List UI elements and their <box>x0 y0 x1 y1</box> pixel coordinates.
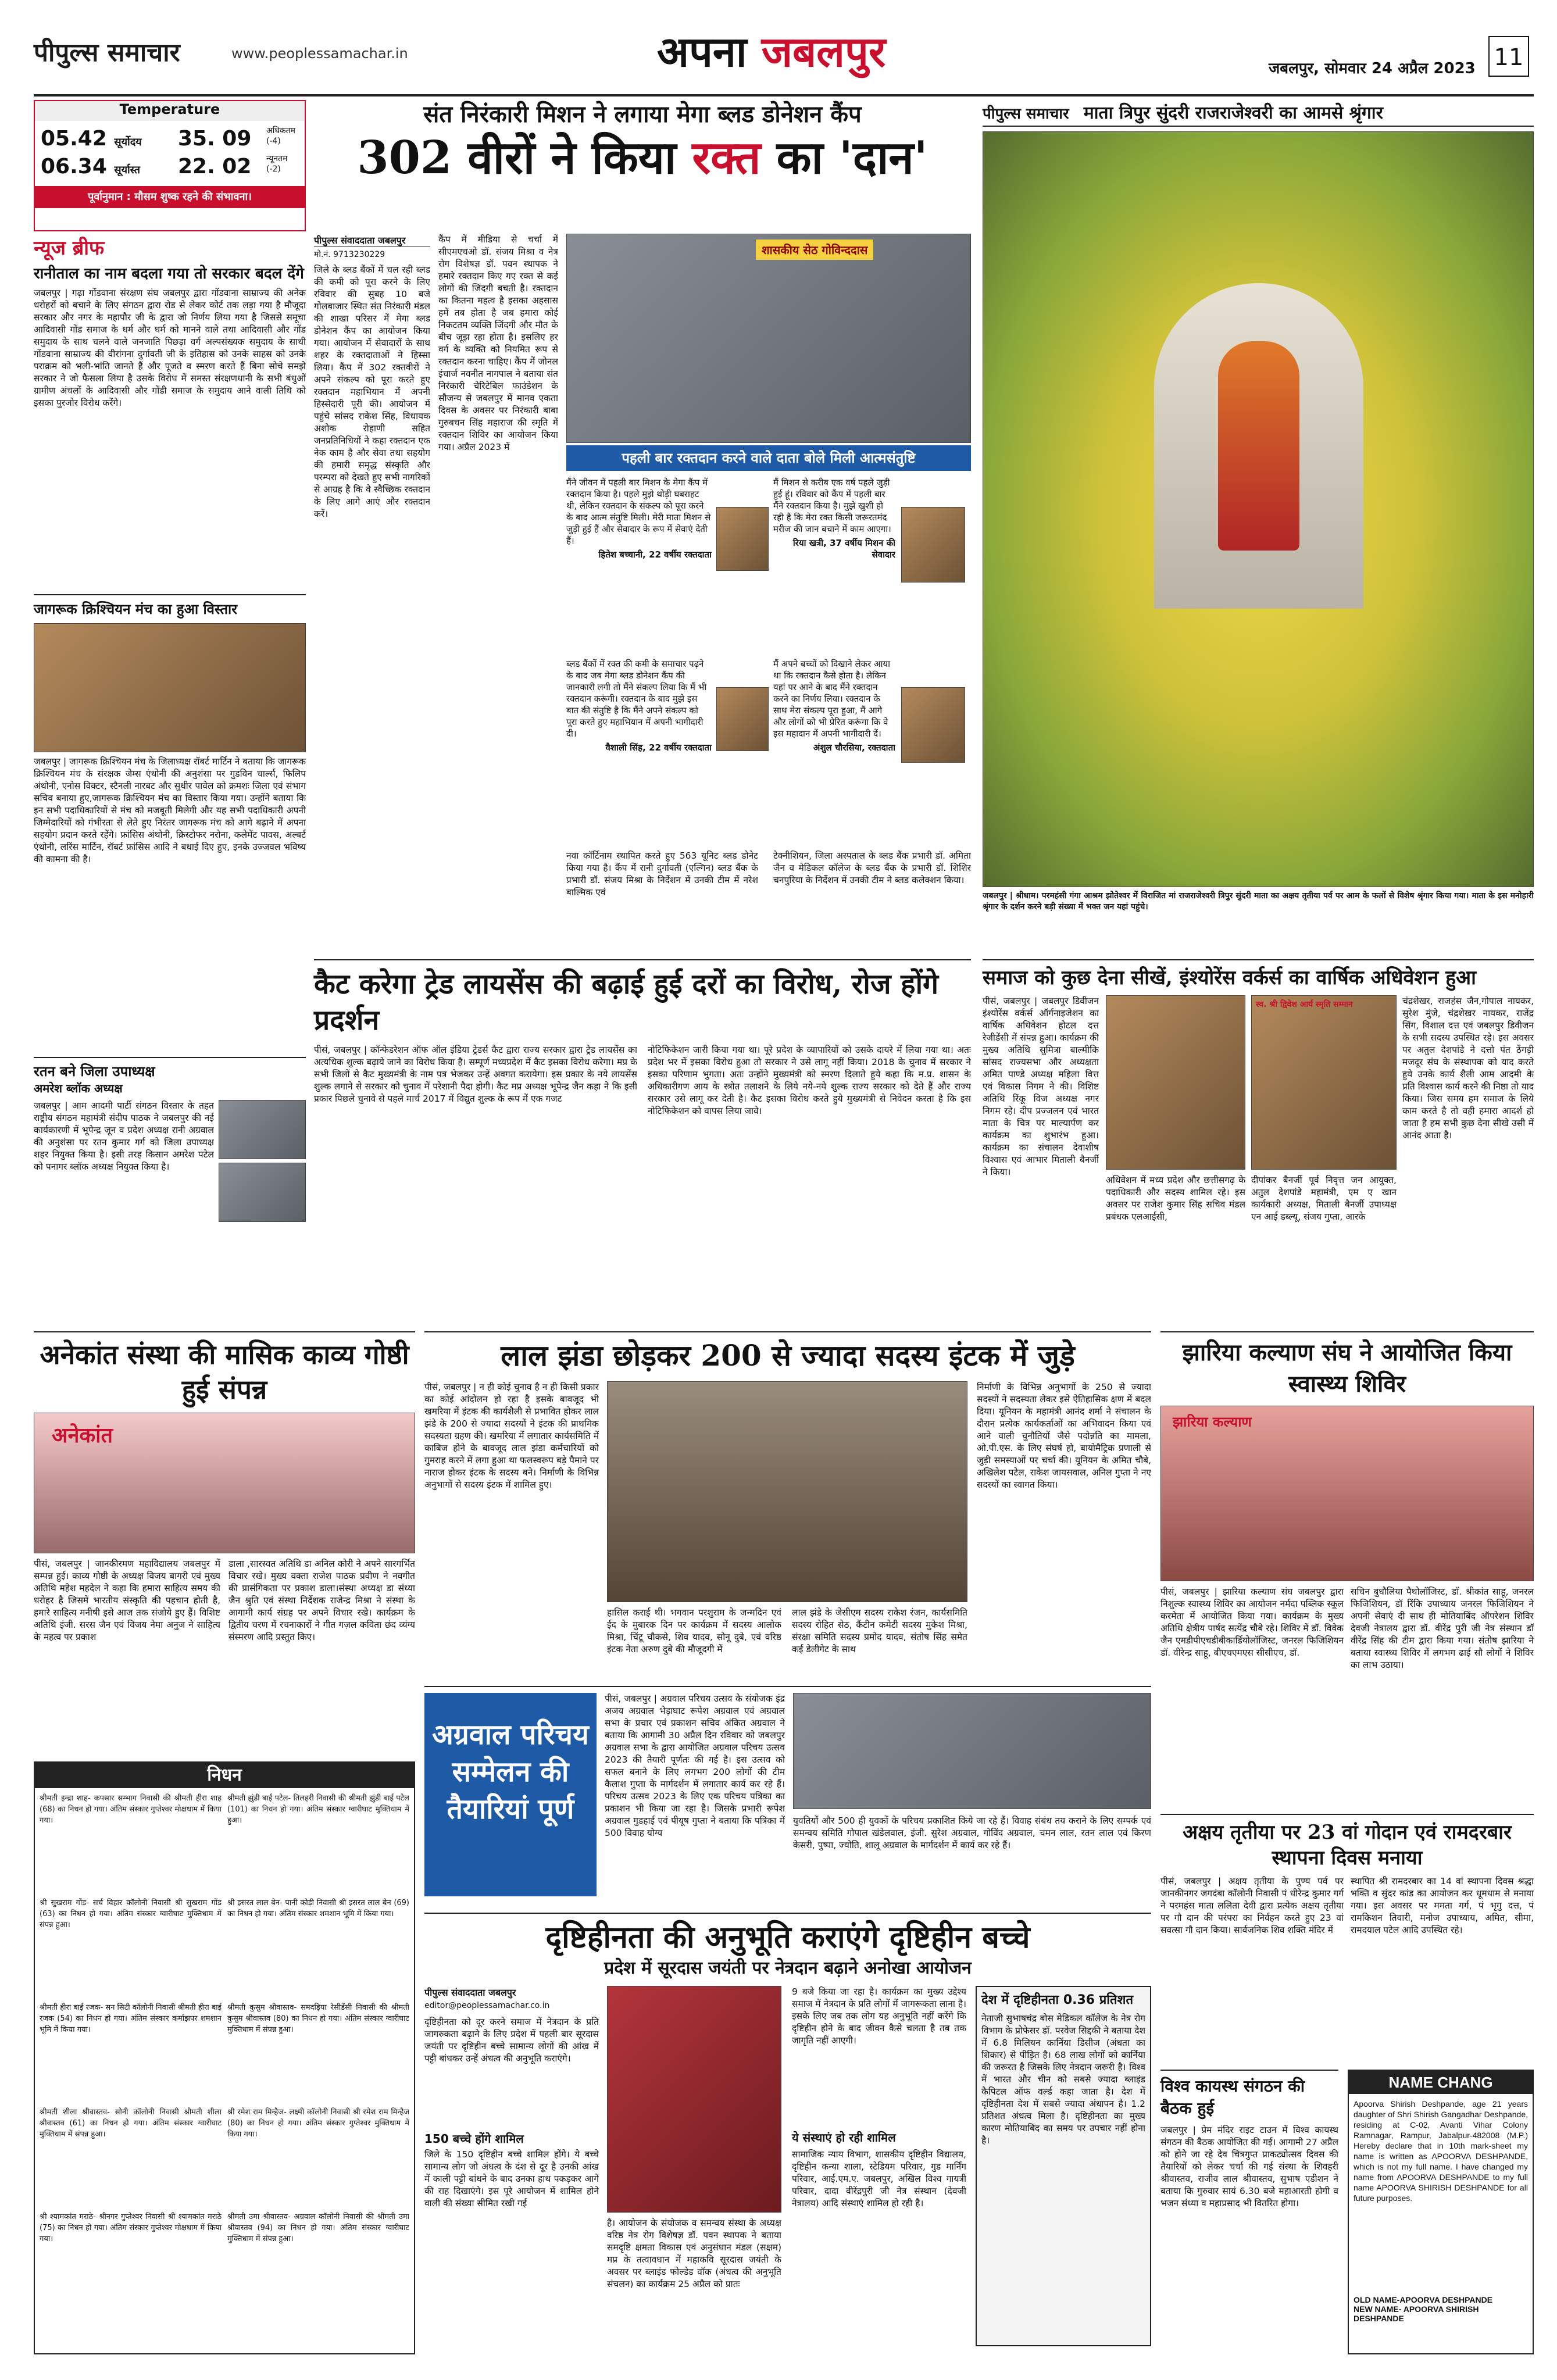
agrawal-photo <box>793 1693 1151 1809</box>
temple-brand: पीपुल्स समाचार <box>983 105 1069 123</box>
masthead-rule <box>34 94 1534 97</box>
akshaya-story <box>1160 1814 1534 2064</box>
jharia-body-2: सचिन बुधौलिया पैथोलॉजिस्ट, डॉ. श्रीकांत साहू, जनरल फिजिशियन, डॉ रिंकि उपाध्याय जनरल फिजिशियन ने अपनी सेवाएं दी साथ ही मोतियाबिंद ऑपरेशन शिविर देवजी नेत्रालय द्वारा डॉ. वीरेंद्र पुरी जी नेत्र संस्थान डॉ वीरेंद्र सिंह की टीम द्वारा किया गया। संतोष झारिया ने बताया स्वास्थ्य शिविर में लगभग ढाई सौ लोगों ने शिविर का लाभ उठाया। <box>1351 1586 1534 1670</box>
quote-3: ब्लड बैंकों में रक्त की कमी के समाचार पढ़ने के बाद जब मेगा ब्लड डोनेशन कैंप की जानकारी लगी तो मैंने संकल्प लिया कि मैं भी रक्तदान करूंगी। रक्तदान के बाद मुझे इस बात की संतुष्टि है कि मैंने अपने संकल्प को पूरा करते हुए महाभियान में अपनी भागीदारी दी। वैशाली सिंह, 22 वर्षीय रक्तदाता <box>566 659 712 753</box>
obituary-item: श्री इसरत लाल बेन- पानी कोड़ी निवासी श्री इसरत लाल बेन (69) का निधन हो गया। अंतिम संस्कार शमशान भूमि में किया गया। <box>227 1899 409 1918</box>
blind-stat-body: नेताजी सुभाषचंद्र बोस मेडिकल कॉलेज के नेत्र रोग विभाग के प्रोफेसर डॉ. परवेज सिद्दकी ने बताया देश में 6.8 मिलियन कार्निया डिसीज (अंधता का शिकार) से पीड़ित है। 68 लाख लोगों को कार्निया की जरूरत है जिसके लिए नेत्रदान जरूरी है। विश्व में भारत और चीन को सबसे ज्यादा ब्लाइंड कैपिटल ऑफ वर्ल्ड कहा जाता है। देश में दृष्टिहीनता देश में सबसे ज्यादा अंधापन है। 1.2 प्रतिशत अंधत्व मिला है। दृष्टिहीनता का मुख्य कारण मोतियाबिंद का समय पर उपचार नहीं होना है। <box>981 2013 1145 2146</box>
lead-mobile: मो.नं. 9713230229 <box>314 250 385 259</box>
min-temp <box>178 155 251 178</box>
section-title-b: जबलपुर <box>761 27 886 76</box>
blind-stat-title: देश में दृष्टिहीनता 0.36 प्रतिशत <box>981 1993 1134 2007</box>
quote-2-by: रिया खत्री, 37 वर्षीय मिशन की सेवादार <box>792 538 895 560</box>
sunrise <box>41 127 142 151</box>
quote-2: मैं मिशन से करीब एक वर्ष पहले जुड़ी हुई हूं। रविवार को कैंप में पहली बार मैंने रक्तदान किया है। मुझे खुशी हो रही है कि मेरा रक्त किसी जरूरतमंद मरीज की जान बचाने में काम आएगा। रिया खत्री, 37 वर्षीय मिशन की सेवादार <box>773 477 895 560</box>
jharia-body-1: पीसं, जबलपुर | झारिया कल्याण संघ जबलपुर द्वारा निशुल्क स्वास्थ्य शिविर का आयोजन नर्मदा पब्लिक स्कूल करमेता में आयोजित किया गया। कार्यक्रम के मुख्य अतिथि क्षेत्रीय पार्षद सत्येंद्र चौबे रहे। शिविर में डॉ. विवेक जैन एमडीपीएचडीबीकार्डियोलॉजिस्ट, जनरल फिजिशियन डॉ. वीरेन्द्र साहू, बीएचएमएस सीसीएच, डॉ. <box>1160 1586 1344 1658</box>
max-temp-label: अधिकतम (-4) <box>266 126 296 146</box>
min-temp-label: न्यूनतम (-2) <box>266 154 288 174</box>
sunset-time: 06.34 <box>41 155 107 178</box>
temple-headline: माता त्रिपुर सुंदरी राजराजेश्वरी का आमसे श्रृंगार <box>1083 103 1383 123</box>
jharia-banner: झारिया कल्याण <box>1173 1413 1252 1430</box>
akshaya-body-2: स्थापित श्री रामदरबार का 14 वां स्थापना दिवस श्रद्धा भक्ति व सुंदर कांड का आयोजन कर धूमधाम से मनाया गया। इस अवसर पर ममता गर्ग, पं भृगु दत्त, पं रामकिशन तिवारी, मनोज उपाध्याय, अमित, सीमा, रामदयाल पटेल आदि उपस्थित रहे। <box>1351 1876 1534 1935</box>
sunset <box>41 155 140 178</box>
weather-box <box>34 100 306 231</box>
blind-headline: दृष्टिहीनता की अनुभूति कराएंगे दृष्टिहीन बच्चे <box>545 1920 1030 1955</box>
akshaya-headline: अक्षय तृतीया पर 23 वां गोदान एवं रामदरबार स्थापना दिवस मनाया <box>1183 1821 1512 1870</box>
blind-photo <box>607 1986 781 2213</box>
blind-body-1: दृष्टिहीनता को दूर करने समाज में नेत्रदान के प्रति जागरुकता बढ़ाने के लिए प्रदेश में पहली बार सूरदास जयंती पर दृष्टिहीन बच्चे सामान्य लोगों की आंख में पट्टी बांधकर उन्हें अंधत्व की अनुभूति कराएंगे। <box>424 2017 599 2064</box>
anekant-photo <box>34 1413 415 1553</box>
intak-body-3: निर्माणी के विभिन्न अनुभागों के 250 से ज्यादा सदस्यों ने सदस्यता लेकर इसे ऐतिहासिक क्षण में बदल दिया। यूनियन के महामंत्री आनंद शर्मा ने संचालन के दौरान प्रत्येक कार्यकर्ताओं का अभिवादन किया एवं आने वाली चुनौतियों जैसे पदोन्नति का मामला, ओ.पी.एस. के लिए संघर्ष हो, बायोमैट्रिक प्रणाली से जुड़ी समस्याओं पर चर्चा की। यूनियन के अमित चौबे, अखिलेश पटेल, राकेश जायसवाल, अनिल गुप्ता ने नए सदस्यों का स्वागत किया। <box>977 1382 1151 1490</box>
trade-story <box>314 959 971 1337</box>
name-change-body: Apoorva Shirish Deshpande, age 21 years daughter of Shri Shirish Gangadhar Deshpande, residing at C-02, Avanti Vihar Colony Ramnagar, Rampur, Jabalpur-482008 (M.P.) Hereby declare that in 10th mark-sheet my name is written as APOORVA DESHPANDE, which is not my full name. I have changed my name from APOORVA DESHPANDE to my full name APOORVA SHIRISH DESHPANDE for all future purposes. <box>1354 2099 1528 2203</box>
blind-stat-box <box>976 1986 1151 2346</box>
obituary-item: श्रीमती हीरा बाई रजक- सन सिटी कॉलोनी निवासी श्रीमती हीरा बाई रजक (54) का निधन हो गया। अंतिम संस्कार कर्माझपर शमशान भूमि में किया गया। <box>40 2003 222 2034</box>
jharia-headline: झारिया कल्याण संघ ने आयोजित किया स्वास्थ्य शिविर <box>1182 1339 1512 1398</box>
blind-body-5: सामाजिक न्याय विभाग, शासकीय दृष्टिहीन विद्यालय, दृष्टिहीन कन्या शाला, स्टेडियम परिवार, गुड मार्निंग परिवार, आई.एम.ए. जबलपुर, अखिल विश्व गायत्री परिवार, दादा वीरेंद्रपुरी जी नेत्र संस्थान (देवजी नेत्रालय) आदि संस्थाएं शामिल हो रही है। <box>792 2149 966 2209</box>
lead-photo-banner: शासकीय सेठ गोविन्ददास <box>756 240 873 260</box>
insurance-body: पीसं, जबलपुर | जबलपुर डिवीजन इंश्योरेंस वर्कर्स ऑर्गनाइजेशन का वार्षिक अधिवेशन होटल दत्त रेजीडेंसी में संपन्न हुआ। कार्यक्रम की मुख्य अतिथि सुमित्रा बाल्मीकि सांसद राज्यसभा और अध्यक्षता अमित पाण्डे अध्यक्ष महिला वित्त एवं विकास निगम ने की। विशिष्ट अतिथि रिंकू विज अध्यक्ष नगर निगम रहे। दीप प्रज्जलन एवं भारत माता के चित्र पर माल्यार्पण कर कार्यक्रम का शुभारंभ हुआ। कार्यक्रम का संचालन देवाशीष विश्वास एवं आभार मिताली बैनर्जी ने किया। <box>983 996 1099 1177</box>
site-url[interactable]: www.peoplessamachar.in <box>231 45 408 62</box>
anekant-body-2: डाला ,सारस्वत अतिथि डा अनिल कोरी ने अपने सारगर्भित विचार रखे। मुख्य वक्ता राजेश पाठक प्रवीण ने नवगीत की प्रासंगिकता पर प्रकाश डाला।संस्था अध्यक्ष डा संध्या जैन श्रुति एवं संस्था निर्देशक राजेन्द्र मिश्रा ने संस्था के आगामी कार्य संग्रह पर अपने विचार रखे। कार्यक्रम के द्वितीय चरण में रचनाकारों ने गीत गज़ल कविता छंद व्यंग्य संस्मरण आदि प्रस्तुत किए। <box>228 1559 415 1642</box>
section-title-a: अपना <box>657 27 747 76</box>
blind-body-2: जिले के 150 दृष्टिहीन बच्चे शामिल होंगे। ये बच्चे सामान्य लोग जो अंधत्व के दंश से दूर है उनकी आंख में काली पट्टी बांधने के बाद उनका हाथ पकड़कर आगे की राह दिखाएंगे। इस पूरे आयोजन में शामिल होने वाली की संख्या सीमित रखी गई <box>424 2149 599 2209</box>
trade-body-1: पीसं, जबलपुर | कॉन्फेडरेशन ऑफ ऑल इंडिया ट्रेडर्स कैट द्वारा राज्य सरकार द्वारा ट्रेड लायसेंस का अत्यधिक शुल्क बढ़ाये जाने का विरोध किया है। सम्पूर्ण मध्यप्रदेश में कैट इसका विरोध करेगा। मप्र के सभी जिलों से कैट मुख्यमंत्री के नाम पत्र भेजकर उन्हें अवगत करायेगा। इस प्रकार के नये लायसेंस शुल्क लगाने से सरकार को चुनाव में परेशानी पैदा होगी। कैट मप्र अध्यक्ष भूपेन्द्र जैन कहा ने कि इसी प्रकार पिछले चुनावे से पहले मार्च 2017 में विद्युत शुल्क के रूप में एक गजट <box>314 1045 637 1104</box>
name-change-box <box>1348 2070 1534 2354</box>
sunrise-time: 05.42 <box>41 127 107 151</box>
blind-sub-2: ये संस्थाएं हो रही शामिल <box>792 2131 896 2145</box>
section-title <box>657 22 885 79</box>
jharia-story <box>1160 1331 1534 1808</box>
quote-2-photo <box>901 507 965 583</box>
insurance-photo-banner: स्व. श्री द्विवेश आर्य स्मृति सम्मान <box>1256 1000 1353 1009</box>
brief-3-subhead: अमरेश ब्लॉक अध्यक्ष <box>34 1081 123 1095</box>
brief-3-portraits <box>219 1100 306 1245</box>
name-change-new: NEW NAME- APOORVA SHIRISH DESHPANDE <box>1354 2304 1479 2323</box>
quote-1: मैंने जीवन में पहली बार मिशन के मेगा कैंप में रक्तदान किया है। पहले मुझे थोड़ी घबराहट थी, लेकिन रक्तदान के संकल्प को पूरा करने के बाद आत्म संतुष्टि मिली। मेरी माता मिशन से जुड़ी हुई हैं और सेवादार के रूप में सेवाएं देती हैं। हितेश बच्चानी, 22 वर्षीय रक्तदाता <box>566 477 712 560</box>
insurance-photo-2 <box>1251 995 1397 1170</box>
blind-story <box>424 1913 1151 2354</box>
quote-4-photo <box>901 687 965 763</box>
brief-1-headline: रानीताल का नाम बदला गया तो सरकार बदल देंगे <box>34 265 304 283</box>
insurance-photo-1 <box>1106 995 1245 1170</box>
jharia-photo <box>1160 1406 1534 1581</box>
lead-body-1: जिले के ब्लड बैंकों में चल रही ब्लड की कमी को पूरा करने के लिए रविवार की सुबह 10 बजे गोलबाजार स्थित संत निरंकारी मंडल की शाखा परिसर में मेगा ब्लड डोनेशन कैंप का आयोजन किया गया। आयोजन में सेवादारों के साथ शहर के रक्तदाताओं ने हिस्सा लिया। कैंप में 302 रक्तवीरों ने अपने संकल्प को पूरा करते हुए रक्तदान महाभियान में अपनी हिस्सेदारी पूरी की। आयोजन में पहुंचे सांसद राकेश सिंह, विधायक अशोक रोहाणी सहित जनप्रतिनिधियों ने कहा रक्तदान एक नेक काम है और सेवा तथा सहयोग की हमारी समृद्ध संस्कृति और परम्परा को देखते हुए सभी नागरिकों से आग्रह है कि वे स्वैच्छिक रक्तदान के लिए आगे आएं और रक्तदान करें। <box>314 265 430 519</box>
lead-story <box>314 100 971 955</box>
brief-3-body: जबलपुर | आम आदमी पार्टी संगठन विस्तार के तहत राष्ट्रीय संगठन महामंत्री संदीप पाठक ने जबलपुर की नई कार्यकारणी में भूपेन्द्र जून व प्रदेश अध्यक्ष रानी अग्रवाल की अनुशंसा पर रतन कुमार गर्ग को जिला उपाध्यक्ष शहर नियुक्त किया है। इसी तरह किसान अमरेश पटेल को पनागर ब्लॉक अध्यक्ष नियुक्त किया है। <box>34 1100 214 1172</box>
obituary-item: श्रीमती इन्द्रा शाह- कपसार सम्भाग निवासी की श्रीमती हीरा शाह (68) का निधन हो गया। अंतिम संस्कार गुप्तेश्वर मोक्षधाम में किया गया। <box>40 1794 222 1825</box>
insurance-headline: समाज को कुछ देना सीखें, इंश्योरेंस वर्कर्स का वार्षिक अधिवेशन हुआ <box>983 966 1476 989</box>
intak-body-2: लाल झंडे के जेसीएम सदस्य राकेश रंजन, कार्यसमिति सदस्य रोहित सेठ, कैंटीन कमेटी सदस्य मुकेश मिश्रा, संरक्षा समिति सदस्य प्रमोद यादव, संतोष सिंह समेत कई डेलीगेट के साथ <box>792 1607 967 1654</box>
portrait-2 <box>219 1163 306 1222</box>
lead-body-3: नवा कॉर्टिनाम स्थापित करते हुए 563 यूनिट ब्लड डोनेट किया गया है। कैंप में रानी दुर्गावती (एल्गिन) ब्लड बैंक के प्रभारी डॉ. संजय मिश्रा के निर्देशन में उनकी टीम में नरेश बाल्मिक एवं <box>566 850 758 898</box>
quote-1-by: हितेश बच्चानी, 22 वर्षीय रक्तदाता <box>598 549 712 560</box>
brief-1-body: जबलपुर | गढ़ा गोंडवाना संरक्षण संघ जबलपुर द्वारा गोंडवाना साम्राज्य की अनेक धरोहरों को बचाने के लिए संगठन द्वारा रोड से लेकर कोर्ट तक लड़ा गया है मौजूदा सरकार और नगर के महापौर जी के द्वारा जो निर्णय लिया गया है जिससे समूचा आदिवासी गोंड समाज के धर्म और धर्म को मानने वाले तथा आदिवासी और गोंड समुदाय के साथ चलने वाले जनजाति पिछड़ा वर्ग अल्पसंख्यक समुदाय के साथी गोंडवाना साम्राज्य की वीरांगना दुर्गावती जी के इतिहास को उनके साहस को उनके पराक्रम को भली-भांति जानते हैं और पूजते व स्मरण करते हैं बिना सोचे समझे सरकार ने जो फैसला लिया है उसके विरोध में समस्त संरक्षणधानी के सभी बंधुओं ग्रामीण अंचलों के आदिवासी और गोंडी समाज के समुदाय आने वाली तिथि को इसका पुरजोर विरोध करेंगे। <box>34 288 306 408</box>
brief-2-headline: जागरूक क्रिश्चियन मंच का हुआ विस्तार <box>34 594 306 619</box>
insurance-story <box>983 959 1534 1337</box>
blind-subhead: प्रदेश में सूरदास जयंती पर नेत्रदान बढ़ाने अनोखा आयोजन <box>604 1958 972 1978</box>
quote-1-photo <box>716 507 769 571</box>
obituary-item: श्रीमती झुंडी बाई पटेल- तिलहरी निवासी की श्रीमती झुंडी बाई पटेल (101) का निधन हो गया। अंतिम संस्कार ग्वारीघाट मुक्तिधाम में हुआ। <box>227 1794 409 1825</box>
obituary-item: श्रीमती उमा श्रीवास्तव- अग्रवाल कॉलोनी निवासी की श्रीमती उमा श्रीवास्तव (94) का निधन हो गया। अंतिम संस्कार ग्वारीघाट मुक्तिधाम में संपन्न हुआ। <box>227 2213 409 2243</box>
brand-logo: पीपुल्स समाचार <box>34 38 180 67</box>
brief-2-photo <box>34 623 306 752</box>
obituary-item: श्री सुखराम गोंड- सर्च विहार कॉलोनी निवासी श्री सुखराम गोंड (63) का निधन हो गया। अंतिम संस्कार ग्वारीघाट मुक्तिधाम में संपन्न हुआ। <box>40 1899 222 1929</box>
trade-body-2: नोटिफिकेशन जारी किया गया था। पूरे प्रदेश के व्यापारियों को उसके दायरे में लिया गया था। अतः प्रदेश भर में इसका विरोध हुआ तो सरकार ने उसे लागू नहीं किया। 2018 के चुनाव में सरकार ने इसका परिणाम भुगता। अतः उन्होंने मुख्यमंत्री को स्मरण दिलाते हुये कहा कि म.प्र. शासन के अधिकारीगण आय के स्त्रोत तलाशने के लिये नये-नये शुल्क राज्य सरकार को देते हैं और राज्य सरकार उसे लागू कर देती है। कैट इसका विरोध करते हुये मुख्यमंत्री से निवेदन करता है कि इस नोटिफिकेशन को वापस लिया जावे। <box>648 1045 971 1116</box>
lead-strip: पहली बार रक्तदान करने वाले दाता बोले मिली आत्मसंतुष्टि <box>566 445 971 471</box>
intak-caption: हासिल कराई थी। भगवान परशुराम के जन्मदिन एवं ईद के मुबारक दिन पर कार्यक्रम में सदस्य आलोक मिश्रा, चिंटू चौकसे, शिव यादव, सोनू दुबे, एवं वरिष्ठ इंटक नेता अरुण दुबे की मौजूदगी में <box>607 1607 781 1654</box>
intak-body-1: पीसं, जबलपुर | न ही कोई चुनाव है न ही किसी प्रकार का कोई आंदोलन हो रहा है इसके बावजूद भी खमरिया में इंटक की कार्यशैली से प्रभावित होकर लाल झंडे के 200 से ज्यादा सदस्यों ने इंटक की प्राथमिक सदस्यता ग्रहण की। खमरिया में लगातार कार्यसमिति में काबिज होने के बावजूद लाल झंडा कर्मचारियों को गुमराह करने में लगा हुआ था फलस्वरूप बड़े पैमाने पर नाराज होकर इंटक के सदस्य बने। निर्माणी के विभिन्न अनुभागों से सदस्य इंटक में शामिल हुए। <box>424 1382 599 1490</box>
agrawal-box: अग्रवाल परिचय सम्मेलन की तैयारियां पूर्ण <box>424 1693 597 1896</box>
anekant-body-1: पीसं, जबलपुर | जानकीरमण महाविद्यालय जबलपुर में सम्पन्न हुई। काव्य गोष्ठी के अध्यक्ष विजय बागरी एवं मुख्य अतिथि महेश महदेल ने कहा कि हमारा साहित्य समय की धरोहर है जिसमें भारतीय संस्कृति की पहचान होती है, हमारे साहित्य मनीषी इसे आज तक संजोये हुए हैं। विशिष्ट अतिथि इंजी. सरस जैन एवं विजय नेमा अनुज ने साहित्य के महत्व पर प्रकाश <box>34 1559 220 1642</box>
temple-story <box>983 100 1534 955</box>
insurance-body-b: दीपांकर बैनर्जी पूर्व निवृत्त जन आयुक्त, अतुल देशपांडे महामंत्री, एम ए खान कार्यकारी अध्यक्ष, मिताली बैनर्जी उपाध्यक्ष एन आई डब्ल्यू, संजय गुप्ता, आरके <box>1251 1175 1397 1222</box>
trade-headline: कैट करेगा ट्रेड लायसेंस की बढ़ाई हुई दरों का विरोध, रोज होंगे प्रदर्शन <box>314 968 939 1037</box>
vishwa-story <box>1160 2070 1338 2354</box>
dateline: जबलपुर, सोमवार 24 अप्रैल 2023 <box>1269 60 1476 77</box>
akshaya-body-1: पीसं, जबलपुर | अक्षय तृतीया के पुण्य पर्व पर जानकीनगर जगदंबा कॉलोनी निवासी पं धीरेन्द्र कुमार गर्ग ने परमहंस माता ललिता देवी द्वारा प्रत्येक अक्षय तृतीया पर गौ दान की परंपरा का निर्वहन करते हुए 23 वां सवत्सा गौ दान किया। सार्वजनिक शिव शक्ति मंदिर में <box>1160 1876 1344 1935</box>
min-temp-value: 22. 02 <box>178 155 252 178</box>
portrait-1 <box>219 1100 306 1159</box>
vishwa-body: जबलपुर | प्रेम मंदिर राइट टाउन में विश्व कायस्थ संगठन की बैठक आयोजित की गई। आगामी 27 अप्रैल को होने जा रहे देव चित्रगुप्त प्राकट्योत्सव दिवस की तैयारियों को लेकर चर्चा की गई संस्था के शिवहरी श्रीवास्तव, राजीव लाल श्रीवास्तव, सुभाष एडीशन ने बताया कि गुरुवार सायं 6.30 बजे महाआरती होगी व भजन संध्या व महाप्रसाद भी वितरित होगा। <box>1160 2125 1338 2209</box>
sunrise-label: सूर्योदय <box>114 136 142 148</box>
obituary-title: निधन <box>35 1763 414 1788</box>
insurance-caption: अधिवेशन में मध्य प्रदेश और छत्तीसगढ़ के पदाधिकारी और सदस्य शामिल रहे। इस अवसर पर राजेश कुमार सिंह सचिव मंडल प्रबंधक एलआईसी, <box>1106 1175 1245 1222</box>
temple-header <box>983 100 1534 127</box>
anekant-banner: अनेकांत <box>52 1423 113 1448</box>
blind-sub-1: 150 बच्चे होंगे शामिल <box>424 2132 524 2146</box>
lead-headline-a: 302 वीरों ने किया <box>357 131 677 184</box>
temple-photo <box>983 131 1534 887</box>
obituary-item: श्री रमेश राम मिन्हैज- लक्ष्मी कॉलोनी निवासी श्री रमेश राम मिन्हैज (80) का निधन हो गया। अंतिम संस्कार गुप्तेश्वर मुक्तिधाम में किया गया। <box>227 2108 409 2139</box>
temple-caption: जबलपुर | श्रीधाम। परमहंसी गंगा आश्रम झोतेश्वर में विराजित मां राजराजेश्वरी त्रिपुर सुंदरी माता का अक्षय तृतीया पर्व पर आम के फलों से विशेष श्रृंगार किया गया। माता के इस मनोहारी श्रृंगार के दर्शन करने बड़ी संख्या में भक्त जन यहां पहुंचे। <box>983 891 1534 912</box>
quote-3-by: वैशाली सिंह, 22 वर्षीय रक्तदाता <box>605 742 712 753</box>
obituary-item: श्री श्यामकांत मराठे- श्रीनगर गुप्तेश्वर निवासी श्री श्यामकांत मराठे (75) का निधन हो गया। अंतिम संस्कार गुप्तेश्वर मोक्षधाम में किया गया। <box>40 2213 222 2243</box>
news-brief-label: न्यूज ब्रीफ <box>34 237 105 260</box>
deity-figure <box>1218 341 1299 551</box>
blind-body-4: 9 बजे किया जा रहा है। कार्यक्रम का मुख्य उद्देश्य समाज में नेत्रदान के प्रति लोगों में जागरूकता लाना है। इसके लिए जब तक लोग यह अनुभूति नहीं करेंगे कि दृष्टिहीन होने के बाद जीवन कैसे चलता है तब तक जागृति नहीं आएगी। <box>792 1986 966 2046</box>
lead-headline <box>314 129 971 187</box>
quote-4-by: अंशुल चौरसिया, रक्तदाता <box>813 742 895 753</box>
agrawal-story <box>424 1686 1151 1907</box>
vishwa-headline: विश्व कायस्थ संगठन की बैठक हुई <box>1160 2077 1305 2118</box>
name-change-old: OLD NAME-APOORVA DESHPANDE <box>1354 2295 1493 2304</box>
blind-email[interactable]: editor@peoplessamachar.co.in <box>424 2001 550 2010</box>
insurance-body-c: चंद्रशेखर, राजहंस जैन,गोपाल नायकर, सुरेश मुंजे, चंद्रशेखर नायकर, राजेंद्र सिंग, विशाल दत्त एवं जबलपुर डिवीजन के सभी सदस्य उपस्थित रहे। इस अवसर पर अतुल देशपांडे ने दत्तो पंत ठेंगड़ी मजदूर संघ के संस्थापक को याद करते हुये उनके कार्य शैली आम आदमी के प्रति विश्वास कार्य करने की निष्ठा तो याद किया। जिस समय हम समाज के लिये काम करते है तो वही हमारा आदर्श हो जाता है हम सभी कुछ देना सीखे उसी में आनंद आता है। <box>1402 996 1534 1141</box>
obituary-item: श्रीमती शीला श्रीवास्तव- सोनी कॉलोनी निवासी श्रीमती शीला श्रीवास्तव (61) का निधन हो गया। अंतिम संस्कार ग्वारीघाट मुक्तिधाम में संपन्न हुआ। <box>40 2108 222 2139</box>
intak-headline: लाल झंडा छोड़कर 200 से ज्यादा सदस्य इंटक में जुड़े <box>501 1338 1075 1373</box>
anekant-headline: अनेकांत संस्था की मासिक काव्य गोष्ठी हुई संपन्न <box>40 1339 409 1405</box>
max-temp <box>178 127 251 151</box>
anekant-story <box>34 1331 415 1756</box>
lead-kicker: संत निरंकारी मिशन ने लगाया मेगा ब्लड डोनेशन कैंप <box>423 101 862 128</box>
obituary-left-list <box>40 1793 222 2316</box>
lead-photo <box>566 234 971 443</box>
agrawal-body-2: युवतियों और 500 ही युवकों के परिचय प्रकाशित किये जा रहे हैं। विवाह संबंध तय कराने के लिए सम्पर्क एवं समन्वय समिति गोपाल खंडेलवाल, इंजी. सुरेश अग्रवाल, गोविंद अग्रवाल, चमन लाल, रतन लाल एवं किरण केसरी, पुष्पा, ज्योति, शालू अग्रवाल के मार्गदर्शन में कार्य कर रहे हैं। <box>793 1816 1151 1850</box>
name-change-title: NAME CHANG <box>1349 2071 1533 2094</box>
agrawal-body: पीसं, जबलपुर | अग्रवाल परिचय उत्सव के संयोजक इंद्र अजय अग्रवाल भेड़ाघाट रूपेश अग्रवाल एवं अग्रवाल सभा के प्रचार एवं प्रकाशन सचिव अंकित अग्रवाल ने बताया कि आगामी 30 अप्रैल दिन रविवार को जबलपुर अग्रवाल सभा के द्वारा आयोजित अग्रवाल परिचय उत्सव 2023 की तैयारी पूर्णतः की गई है। इस उत्सव को सफल बनाने के लिए लगभग 200 लोगों की टीम कैलाश गुप्ता के मार्गदर्शन में लगातार कार्य कर रहे हैं। परिचय उत्सव 2023 के लिए एक परिचय पत्रिका का प्रकाशन भी किया जा रहा है। जिसके प्रभारी रूपेश अग्रवाल गुडहाई एवं पीयूष गुप्ता ने बताया कि पत्रिका में 500 विवाह योग्य <box>605 1693 785 1838</box>
obituary-right-list <box>227 1793 409 2316</box>
lead-headline-c: का 'दान' <box>776 131 928 184</box>
obituary-item: श्रीमती कुसुम श्रीवास्तव- समदड़िया रेसीडेंसी निवासी की श्रीमती कुसुम श्रीवास्तव (80) का निधन हो गया। अंतिम संस्कार ग्वारीघाट मुक्तिधाम में संपन्न हुआ। <box>227 2003 409 2034</box>
weather-title: Temperature <box>35 101 305 121</box>
lead-body-2b: कैंप में मीडिया से चर्चा में सीएमएचओ डॉ. संजय मिश्रा व नेत्र रोग विशेषज्ञ डॉ. पवन स्थापक ने हमारे रक्तदान किए गए रक्त से कई लोगों की जिंदगी बचती है। रक्तदान का कितना महत्व है इसका अहसास हमें तब होता है जब हमारा कोई निकटतम व्यक्ति जिंदगी और मौत के बीच जूझ रहा होता है। इसलिए हर वर्ग के व्यक्ति को नियमित रूप से रक्तदान करना चाहिए। कैंप में जोनल इंचार्ज नवनीत नागपाल ने बताया संत निरंकारी चेरिटेबिल फाउंडेशन के सौजन्य से जबलपुर में मानव एकता दिवस के अवसर पर निरंकारी बाबा गुरुबचन सिंह महाराज की स्मृति में रक्तदान शिविर का आयोजन किया गया। अप्रैल 2023 में <box>438 234 558 452</box>
lead-byline: पीपुल्स संवाददाता जबलपुर <box>314 234 430 247</box>
quote-3-photo <box>716 687 769 751</box>
page-number: 11 <box>1488 36 1529 77</box>
obituary-box <box>34 1761 415 2354</box>
quote-4: मैं अपने बच्चों को दिखाने लेकर आया था कि रक्तदान कैसे होता है। लेकिन यहां पर आने के बाद मैंने रक्तदान करने का निर्णय लिया। रक्तदान के साथ मेरा संकल्प पूरा हुआ, मैं आगे और लोगों को भी प्रेरित करूंगा कि वे इस महादान में अपनी भागीदारी दें। अंशुल चौरसिया, रक्तदाता <box>773 659 895 753</box>
intak-photo <box>607 1381 967 1602</box>
lead-headline-b: रक्त <box>692 131 761 184</box>
brief-3-headline: रतन बने जिला उपाध्यक्ष <box>34 1057 306 1080</box>
brief-2-body: जबलपुर | जागरूक क्रिश्चियन मंच के जिलाध्यक्ष रॉबर्ट मार्टिन ने बताया कि जागरूक क्रिश्चियन मंच के संरक्षक जेम्स एंथोनी की अनुशंसा पर गुडविन चार्ल्स, फिलिप अंथोनी, एनोस विक्टर, स्टैनली नारबट और सुधीर पावेल को क्रमशः जिला एवं संभाग सचिव बनाया हुए,जागरूक क्रिश्चियन मंच का विस्तार किया गया। उन्होंने बताया कि इन सभी पदाधिकारियों से मंच को मजबूती मिलेगी और यह सभी पदाधिकारी अपनी जिम्मेदारियों को गंभीरता से लेते हुए निरंतर जागरूक मंच को आगे बढ़ाने में अपना सहयोग प्रदान करते रहेंगे। फ्रांसिस अंथोनी, क्रिस्टोफर नरोना, कलेमेंट पावस, अल्बर्ट एंथोनी, लरिंस मार्टिन, रॉबर्ट फ्रांसिस आदि ने बधाई दिए हुए, इनके उज्जवल भविष्य की कामना की है। <box>34 756 306 864</box>
blind-body-3: है। आयोजन के संयोजक व समन्वय संस्था के अध्यक्ष वरिष्ठ नेत्र रोग विशेषज्ञ डॉ. पवन स्थापक ने बताया समदृष्टि क्षमता विकास एवं अनुसंधान मंडल (सक्षम) मप्र के तत्वावधान में महाकवि सूरदास जयंती के अवसर पर ब्लाइंड फोल्डेड वॉक (अंधत्व की अनुभूति संचलन) का कार्यक्रम 25 अप्रैल को प्रातः <box>607 2218 781 2289</box>
blind-byline: पीपुल्स संवाददाता जबलपुर <box>424 1987 516 1998</box>
max-temp-value: 35. 09 <box>178 127 252 151</box>
lead-body-4: टेक्नीशियन, जिला अस्पताल के ब्लड बैंक प्रभारी डॉ. अमिता जैन व मेडिकल कॉलेज के ब्लड बैंक के प्रभारी डॉ. शिशिर चनपुरिया के निर्देशन में उनकी टीम ने ब्लड कलेक्शन किया। <box>773 850 971 885</box>
masthead <box>0 0 1557 99</box>
sunset-label: सूर्यास्त <box>114 164 140 176</box>
forecast: पूर्वानुमान : मौसम शुष्क रहने की संभावना। <box>35 186 305 208</box>
